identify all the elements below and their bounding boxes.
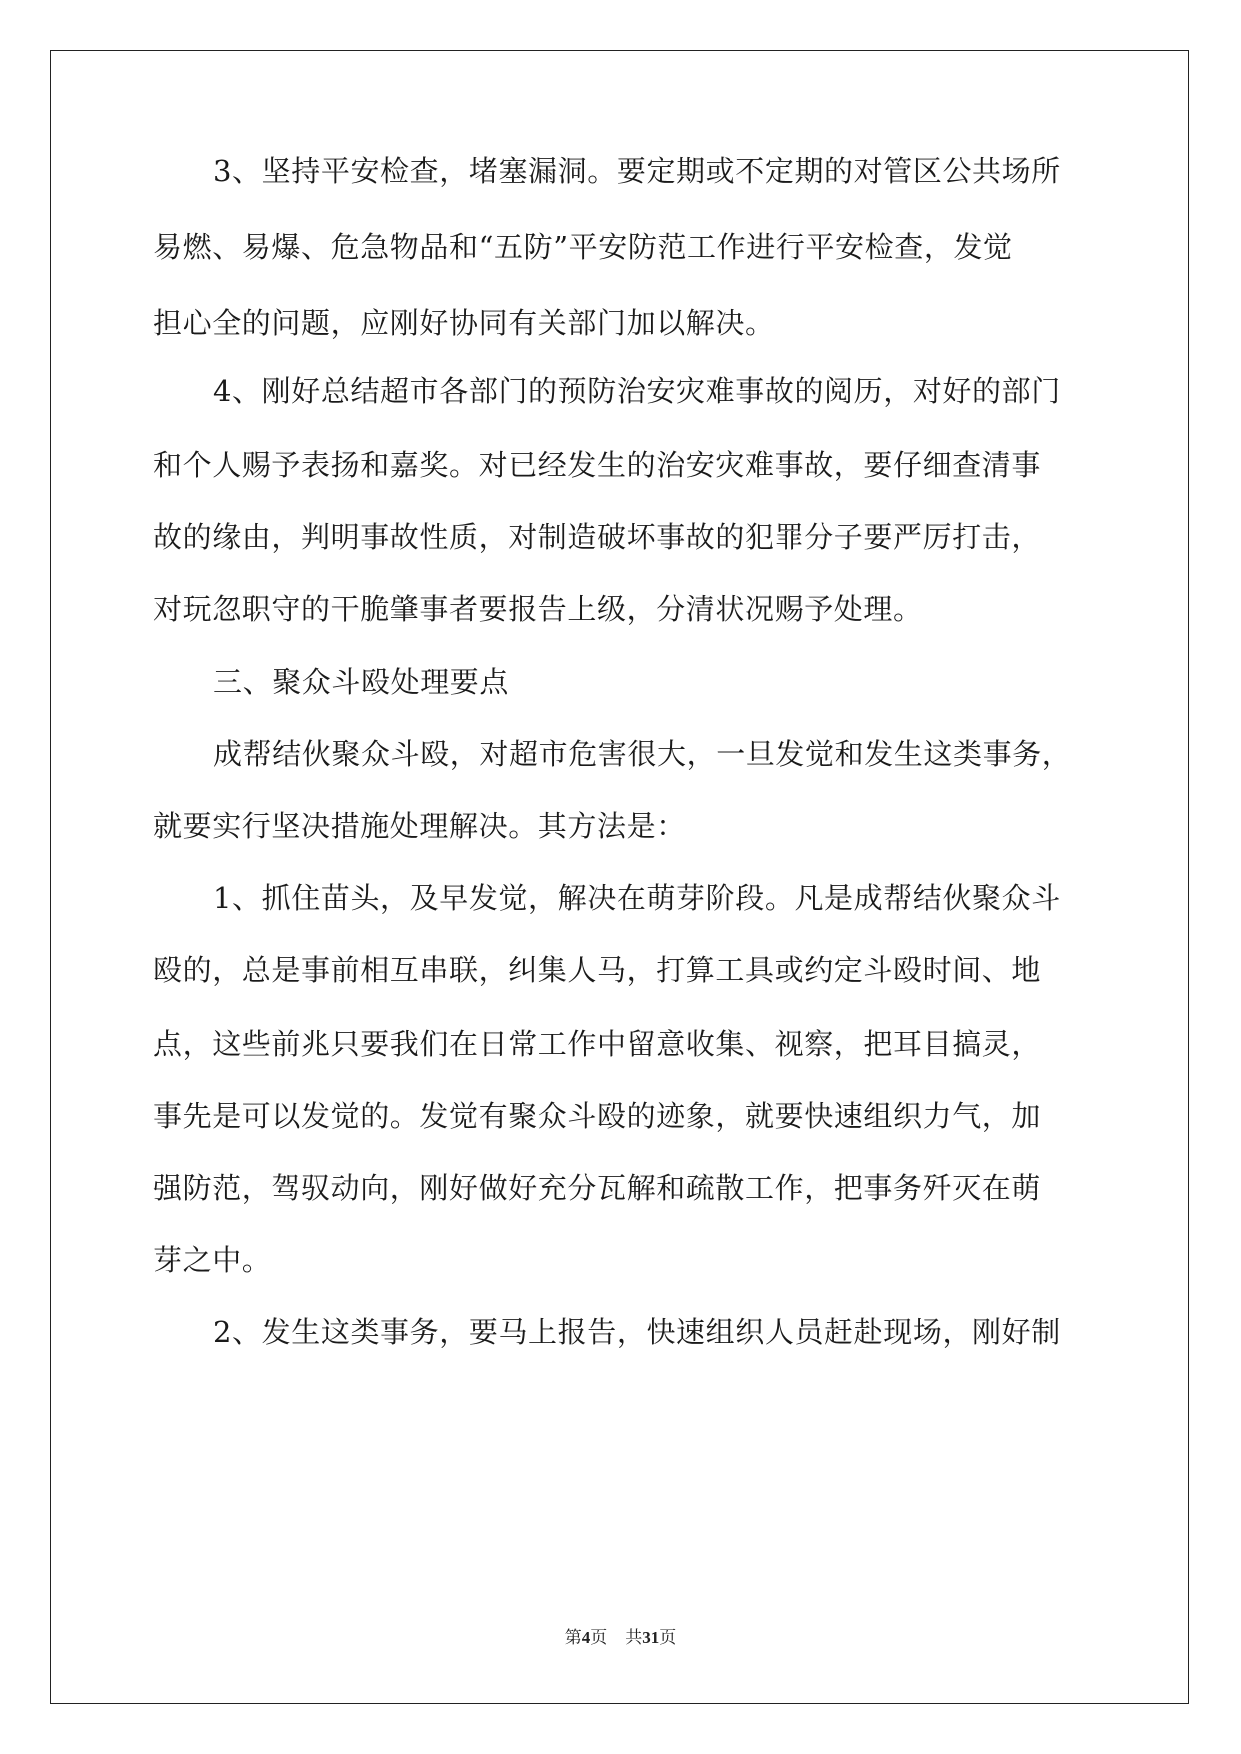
total-pages-number: 31 xyxy=(642,1628,660,1647)
page-border xyxy=(50,50,1189,1704)
body-line: 4、刚好总结超市各部门的预防治安灾难事故的阅历，对好的部门 xyxy=(213,374,1061,408)
body-line: 故的缘由，判明事故性质，对制造破坏事故的犯罪分子要严厉打击， xyxy=(153,520,1042,554)
body-line: 就要实行坚决措施处理解决。其方法是： xyxy=(153,809,686,843)
body-line: 成帮结伙聚众斗殴，对超市危害很大，一旦发觉和发生这类事务， xyxy=(213,737,1072,771)
body-line: 点，这些前兆只要我们在日常工作中留意收集、视察，把耳目搞灵， xyxy=(153,1027,1042,1061)
footer-total-prefix: 共 xyxy=(625,1628,643,1647)
current-page-number: 4 xyxy=(581,1628,591,1647)
body-line: 殴的，总是事前相互串联，纠集人马，打算工具或约定斗殴时间、地 xyxy=(153,953,1042,987)
body-line: 和个人赐予表扬和嘉奖。对已经发生的治安灾难事故，要仔细查清事 xyxy=(153,448,1042,482)
section-heading: 三、聚众斗殴处理要点 xyxy=(213,665,510,699)
body-line: 2、发生这类事务，要马上报告，快速组织人员赶赴现场，刚好制 xyxy=(213,1315,1061,1349)
body-line: 1、抓住苗头，及早发觉，解决在萌芽阶段。凡是成帮结伙聚众斗 xyxy=(213,881,1061,915)
body-line: 3、坚持平安检查，堵塞漏洞。要定期或不定期的对管区公共场所 xyxy=(213,154,1061,188)
body-line: 事先是可以发觉的。发觉有聚众斗殴的迹象，就要快速组织力气，加 xyxy=(153,1099,1042,1133)
body-line: 易燃、易爆、危急物品和“五防”平安防范工作进行平安检查，发觉 xyxy=(153,230,1013,264)
footer-prefix: 第 xyxy=(564,1628,582,1647)
footer-page-suffix: 页 xyxy=(590,1628,608,1647)
body-line: 对玩忽职守的干脆肇事者要报告上级，分清状况赐予处理。 xyxy=(153,592,923,626)
body-line: 强防范，驾驭动向，刚好做好充分瓦解和疏散工作，把事务歼灭在萌 xyxy=(153,1171,1042,1205)
footer-total-suffix: 页 xyxy=(659,1628,677,1647)
body-line: 芽之中。 xyxy=(153,1243,272,1277)
page-footer xyxy=(0,1623,1241,1648)
body-line: 担心全的问题，应刚好协同有关部门加以解决。 xyxy=(153,306,775,340)
